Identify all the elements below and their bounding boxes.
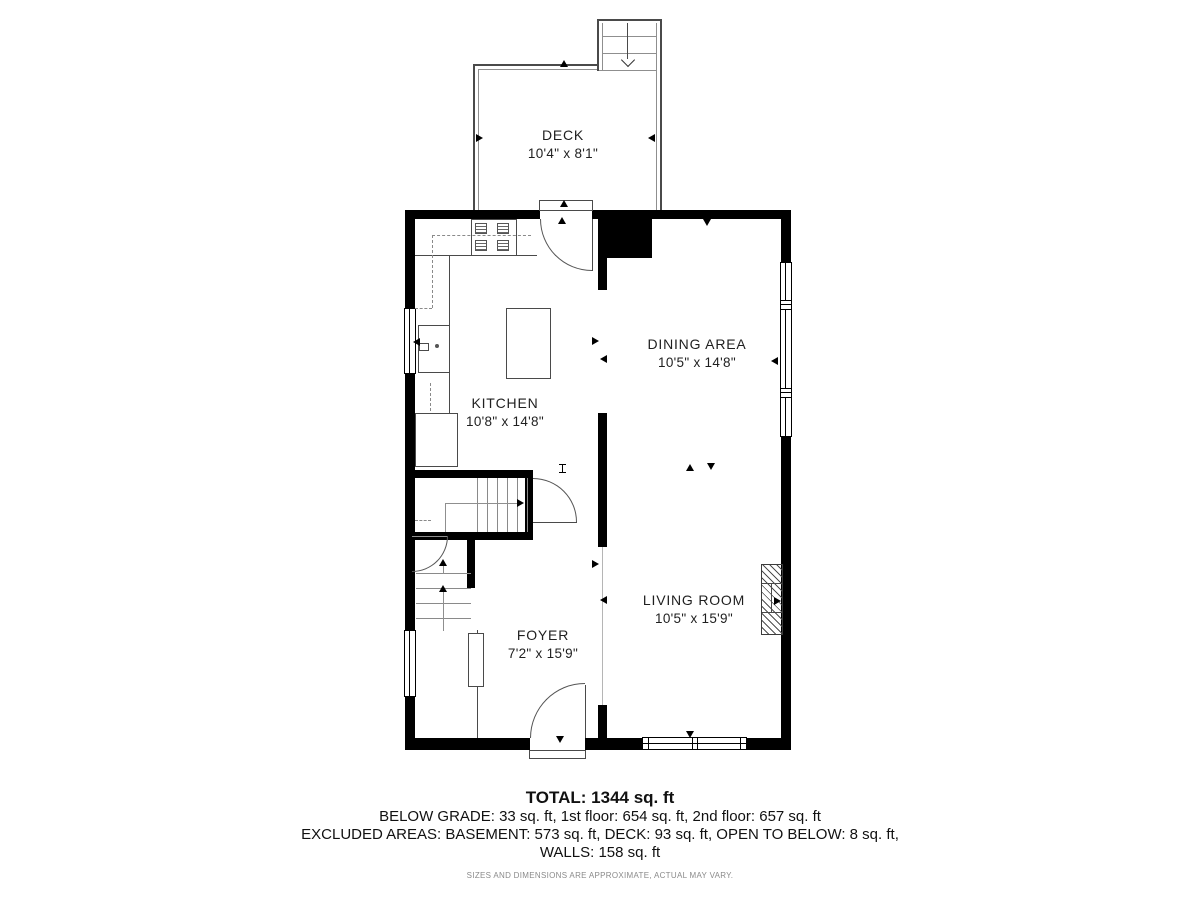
room-dims: 10'8" x 14'8" xyxy=(466,414,544,429)
opening-marker-icon xyxy=(413,338,420,346)
room-dims: 7'2" x 15'9" xyxy=(507,646,579,661)
deck-stairs-top-edge xyxy=(597,19,662,21)
room-name: LIVING ROOM xyxy=(642,592,746,608)
window-frame-line xyxy=(740,738,741,749)
window-glazing-line xyxy=(409,631,410,696)
summary-walls: WALLS: 158 sq. ft xyxy=(539,844,661,861)
deck-edge-top xyxy=(473,64,599,66)
deck-stairs-tread xyxy=(603,36,656,37)
opening-marker-icon xyxy=(556,736,564,743)
door-leaf xyxy=(533,522,577,523)
stove-burner-icon xyxy=(497,240,509,251)
summary-disclaimer: SIZES AND DIMENSIONS ARE APPROXIMATE, ACTUAL MAY VARY. xyxy=(466,871,734,880)
sink-drain-icon xyxy=(435,344,439,348)
deck-edge-top-inner xyxy=(478,69,599,70)
opening-marker-icon xyxy=(558,217,566,224)
stove-burner-icon xyxy=(475,240,487,251)
opening-marker-icon xyxy=(592,560,599,568)
window-glazing-line xyxy=(409,309,410,373)
summary-floors: BELOW GRADE: 33 sq. ft, 1st floor: 654 sq. ft, 2nd floor: 657 sq. ft xyxy=(379,808,821,825)
door-leaf xyxy=(585,685,586,738)
window-mullion-line xyxy=(697,738,698,749)
room-name: FOYER xyxy=(516,627,570,643)
door-swing-arc xyxy=(540,219,592,271)
room-label-dining xyxy=(587,335,807,372)
stove-burner-icon xyxy=(475,223,487,234)
wall-segment xyxy=(412,470,533,478)
summary-total: TOTAL: 1344 sq. ft xyxy=(525,788,675,807)
opening-marker-icon xyxy=(560,60,568,67)
opening-marker-icon xyxy=(686,464,694,471)
room-label-living xyxy=(584,591,804,628)
room-name: DINING AREA xyxy=(647,336,747,352)
door-swing-arc xyxy=(530,683,585,738)
door-swing-arc xyxy=(533,478,577,522)
room-label-kitchen xyxy=(395,394,615,431)
door-leaf xyxy=(592,219,593,271)
summary-excluded: EXCLUDED AREAS: BASEMENT: 573 sq. ft, DECK: 93 sq. ft, OPEN TO BELOW: 8 sq. ft, xyxy=(301,826,899,843)
opening-marker-icon xyxy=(560,200,568,207)
window-glazing-line xyxy=(643,743,746,744)
stairs-up-arrow-icon xyxy=(439,585,447,592)
window-icon xyxy=(404,630,416,697)
stairs-up-arrow-shaft xyxy=(445,503,519,504)
room-label-foyer xyxy=(433,626,653,663)
opening-marker-icon xyxy=(707,463,715,470)
upper-cabinet-dashed-line xyxy=(432,235,531,236)
deck-stairs-left-edge xyxy=(597,19,599,71)
upper-cabinet-dashed-line xyxy=(415,520,431,521)
room-dims: 10'5" x 14'8" xyxy=(658,355,736,370)
opening-marker-icon xyxy=(703,219,711,226)
window-mullion xyxy=(781,300,791,310)
stairs-arrow-shaft xyxy=(443,566,444,574)
deck-edge-right xyxy=(660,19,662,210)
stairs-path-line xyxy=(445,503,446,532)
upper-cabinet-dashed-line xyxy=(432,235,433,308)
stove-burner-icon xyxy=(497,223,509,234)
window-mullion-line xyxy=(781,304,791,305)
wall-segment xyxy=(598,413,607,547)
deck-stairs-bottom-edge xyxy=(599,70,656,71)
room-name: DECK xyxy=(541,127,585,143)
deck-stairs-left-inner xyxy=(602,23,603,71)
stairs-up-arrow-icon xyxy=(439,559,447,566)
window-mullion-line xyxy=(781,392,791,393)
room-dims: 10'4" x 8'1" xyxy=(527,146,599,161)
fireplace-detail-line xyxy=(762,583,782,584)
stairs-up-arrow-icon xyxy=(517,499,524,507)
wall-segment xyxy=(598,705,607,750)
deck-edge-right-inner xyxy=(656,23,657,210)
room-label-deck xyxy=(453,126,673,163)
sink-faucet-icon xyxy=(419,343,429,351)
dimension-marker-icon xyxy=(559,472,566,473)
door-threshold xyxy=(529,750,586,759)
kitchen-island xyxy=(506,308,551,379)
upper-cabinet-dashed-line xyxy=(415,308,432,309)
room-name: KITCHEN xyxy=(471,395,539,411)
window-frame-line xyxy=(648,738,649,749)
room-dims: 10'5" x 15'9" xyxy=(655,611,733,626)
window-mullion xyxy=(781,388,791,398)
opening-marker-icon xyxy=(686,731,694,738)
stairs-down-arrow-icon xyxy=(621,53,635,67)
window-mullion-line xyxy=(692,738,693,749)
chimney-block xyxy=(598,219,652,258)
